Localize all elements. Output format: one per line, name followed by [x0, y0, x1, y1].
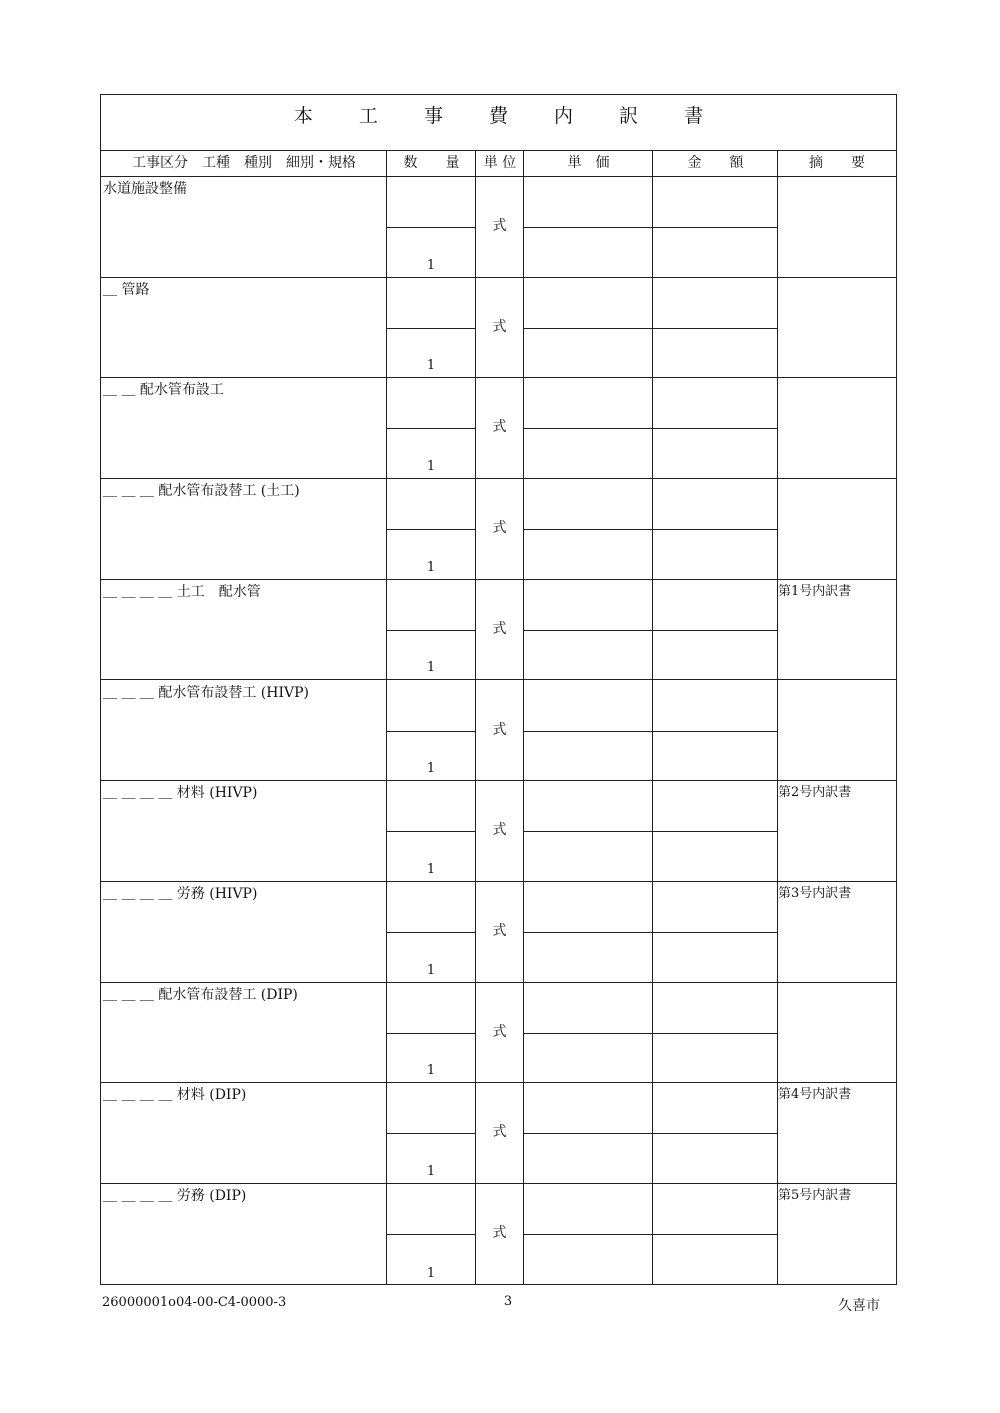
cell-split-line	[524, 932, 778, 933]
row-description: 水道施設整備	[103, 181, 187, 197]
table-row	[101, 580, 896, 681]
row-quantity: 1	[426, 1063, 436, 1079]
row-unit: 式	[492, 721, 507, 738]
cell-split-line	[387, 831, 475, 832]
cell-split-line	[387, 1033, 475, 1034]
table-row	[101, 1083, 896, 1184]
table-row	[101, 681, 896, 782]
cost-breakdown-sheet	[100, 94, 897, 1285]
table-row	[101, 177, 896, 278]
header-description: 工事区分 工種 種別 細別・規格	[132, 155, 356, 171]
cell-split-line	[524, 529, 778, 530]
city-name: 久喜市	[838, 1298, 880, 1314]
row-description: ＿ 管路	[103, 281, 150, 298]
table-row	[101, 378, 896, 479]
row-unit: 式	[492, 520, 507, 537]
row-description: ＿ ＿ ＿ 配水管布設替工 (土工)	[103, 483, 300, 500]
row-unit: 式	[492, 318, 507, 335]
row-description: ＿ ＿ ＿ 配水管布設替工 (DIP)	[103, 986, 298, 1003]
table-row	[101, 1184, 896, 1285]
cell-split-line	[524, 630, 778, 631]
row-remarks: 第3号内訳書	[778, 885, 852, 901]
row-unit: 式	[492, 1225, 507, 1241]
row-quantity: 1	[426, 660, 436, 676]
row-description: ＿ ＿ ＿ ＿ 労務 (HIVP)	[103, 885, 258, 902]
cell-split-line	[387, 731, 475, 732]
row-unit: 式	[492, 822, 507, 839]
row-unit: 式	[492, 1023, 507, 1040]
table-row	[101, 781, 896, 882]
row-remarks: 第2号内訳書	[778, 785, 852, 801]
cell-split-line	[387, 932, 475, 933]
row-description: ＿ ＿ ＿ ＿ 土工 配水管	[103, 583, 261, 600]
row-quantity: 1	[426, 1265, 436, 1281]
document-title: 本 工 事 費 内 訳 書	[293, 105, 724, 127]
cell-split-line	[387, 328, 475, 329]
cell-split-line	[524, 831, 778, 832]
row-unit: 式	[492, 922, 507, 939]
row-quantity: 1	[426, 257, 436, 273]
cell-split-line	[524, 731, 778, 732]
cell-split-line	[387, 227, 475, 228]
header-amount: 金 額	[687, 155, 744, 171]
cell-split-line	[524, 428, 778, 429]
row-description: ＿ ＿ 配水管布設工	[103, 382, 224, 399]
row-quantity: 1	[426, 459, 436, 475]
header-quantity: 数 量	[403, 155, 460, 171]
row-description: ＿ ＿ ＿ ＿ 材料 (HIVP)	[103, 785, 258, 802]
header-unit-price: 単 価	[567, 155, 610, 171]
cell-split-line	[524, 227, 778, 228]
cell-split-line	[524, 328, 778, 329]
table-row	[101, 983, 896, 1084]
cell-split-line	[387, 529, 475, 530]
header-unit: 単 位	[483, 155, 517, 171]
table-row	[101, 278, 896, 379]
cell-split-line	[524, 1133, 778, 1134]
document-code: 26000001o04-00-C4-0000-3	[102, 1295, 287, 1310]
page-number: 3	[503, 1294, 513, 1309]
row-unit: 式	[492, 620, 507, 637]
row-description: ＿ ＿ ＿ ＿ 材料 (DIP)	[103, 1087, 247, 1104]
row-remarks: 第1号内訳書	[778, 583, 852, 599]
cell-split-line	[387, 428, 475, 429]
row-quantity: 1	[426, 962, 436, 978]
row-quantity: 1	[426, 761, 436, 777]
row-quantity: 1	[426, 559, 436, 575]
table-row	[101, 479, 896, 580]
cell-split-line	[387, 630, 475, 631]
row-unit: 式	[492, 419, 507, 436]
row-quantity: 1	[426, 861, 436, 877]
cell-split-line	[387, 1133, 475, 1134]
row-remarks: 第5号内訳書	[778, 1188, 852, 1203]
row-quantity: 1	[426, 1163, 436, 1179]
cell-split-line	[524, 1234, 778, 1235]
row-unit: 式	[492, 218, 507, 234]
row-quantity: 1	[426, 358, 436, 374]
row-unit: 式	[492, 1124, 507, 1141]
row-remarks: 第4号内訳書	[778, 1087, 852, 1103]
header-remarks: 摘 要	[809, 155, 865, 171]
row-description: ＿ ＿ ＿ ＿ 労務 (DIP)	[103, 1188, 247, 1204]
row-description: ＿ ＿ ＿ 配水管布設替工 (HIVP)	[103, 684, 309, 701]
cell-split-line	[387, 1234, 475, 1235]
cell-split-line	[524, 1033, 778, 1034]
table-row	[101, 882, 896, 983]
title-row	[101, 95, 896, 151]
